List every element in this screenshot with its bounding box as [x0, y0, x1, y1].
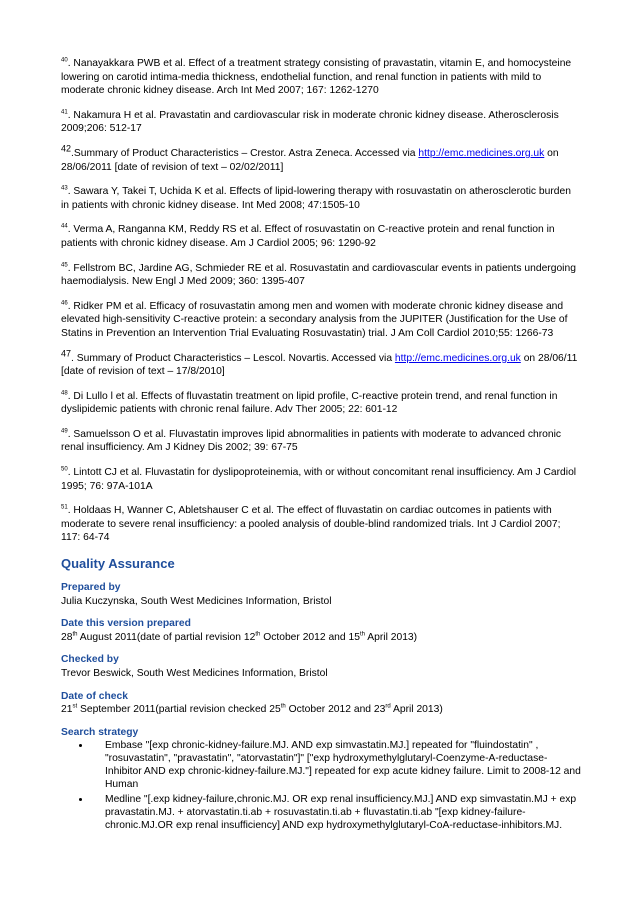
- reference-45: $^{45}$. Fellstrom BC, Jardine AG, Schmieder RE et al. Rosuvastatin and cardiovascular events in patients undergoing haemodialysis. New Engl J Med 2009; 360: 1395-407: [61, 262, 576, 288]
- search-item-embase: • Embase "[exp chronic-kidney-failure.MJ. AND exp simvastatin.MJ.] repeated for "fluindostatin" , "rosuvastatin", "pravastatin", "atorvastatin"]" ["exp hydroxymethylglutaryl-Coenzyme-A-reductase-Inhibitor AND exp chronic-kidney-failure.MJ."] repeated for exp acute kidney failure. Limit to 2008-12 and Human: [91, 739, 581, 791]
- search-strategy-label: Search strategy: [61, 726, 139, 738]
- reference-48: $^{48}$. Di Lullo l et al. Effects of fluvastatin treatment on lipid profile, C-reactive protein trend, and renal function in dyslipidemic patients with chronic renal failure. Adv Ther 2005; 22: 601-12: [61, 390, 558, 416]
- reference-41: $^{41}$. Nakamura H et al. Pravastatin and cardiovascular risk in moderate chronic kidney disease. Atherosclerosis 2009;206: 512-17: [61, 109, 559, 135]
- checked-by-label: Checked by: [61, 654, 119, 666]
- date-prepared-label: Date this version prepared: [61, 618, 191, 630]
- date-prepared-value: 28th August 2011(date of partial revision 12th October 2012 and 15th April 2013): [61, 631, 418, 643]
- reference-43: $^{43}$. Sawara Y, Takei T, Uchida K et al. Effects of lipid-lowering therapy with rosuvastatin on atherosclerotic burden in patients with chronic kidney disease. Int Med 2008; 47:1505-10: [61, 185, 571, 211]
- search-strategy-list: [61, 739, 581, 832]
- reference-list: [61, 57, 581, 545]
- checked-by-value: Trevor Beswick, South West Medicines Information, Bristol: [61, 668, 328, 679]
- reference-42: 42.Summary of Product Characteristics – Crestor. Astra Zeneca. Accessed via http://emc.medicines.org.uk on 28/06/2011 [date of revision of text – 02/02/2011]: [61, 143, 559, 173]
- reference-49: $^{49}$. Samuelsson O et al. Fluvastatin improves lipid abnormalities in patients with moderate to advanced chronic renal insufficiency. Am J Kidney Dis 2002; 39: 67-75: [61, 428, 562, 454]
- reference-47: 47. Summary of Product Characteristics – Lescol. Novartis. Accessed via http://emc.medicines.org.uk on 28/06/11 [date of revision of text – 17/8/2010]: [61, 348, 578, 378]
- emc-link[interactable]: http://emc.medicines.org.uk: [418, 147, 545, 159]
- reference-50: $^{50}$. Lintott CJ et al. Fluvastatin for dyslipoproteinemia, with or without concomitant renal insufficiency. Am J Cardiol 1995; 76: 97A-101A: [61, 466, 577, 492]
- quality-assurance-heading: Quality Assurance: [61, 556, 175, 572]
- prepared-by-label: Prepared by: [61, 582, 121, 594]
- prepared-by-value: Julia Kuczynska, South West Medicines Information, Bristol: [61, 595, 332, 607]
- reference-40: $^{40}$. Nanayakkara PWB et al. Effect of a treatment strategy consisting of pravastatin, vitamin E, and homocysteine lowering on carotid intima-media thickness, endothelial function, and renal function in patients with mild to moderate chronic kidney disease. Arch Int Med 2007; 167: 1262-1270: [61, 57, 572, 97]
- date-of-check-label: Date of check: [61, 690, 128, 702]
- reference-51: $^{51}$. Holdaas H, Wanner C, Abletshauser C et al. The effect of fluvastatin on cardiac outcomes in patients with moderate to severe renal insufficiency: a pooled analysis of double-blind randomized trials. Int J Cardiol 2007; 117: 64-74: [61, 504, 561, 544]
- date-of-check-value: 21st September 2011(partial revision checked 25th October 2012 and 23rd April 2013): [61, 703, 443, 716]
- reference-44: $^{44}$. Verma A, Ranganna KM, Reddy RS et al. Effect of rosuvastatin on C-reactive protein and renal function in patients with chronic kidney disease. Am J Cardiol 2005; 96: 1290-92: [61, 223, 555, 249]
- emc-link[interactable]: http://emc.medicines.org.uk: [394, 352, 521, 364]
- reference-46: $^{46}$. Ridker PM et al. Efficacy of rosuvastatin among men and women with moderate chronic kidney disease and elevated high-sensitivity C-reactive protein: a secondary analysis from the JUPITER (Justification for the Use of Statins in Prevention an Intervention Trial Evaluating Rosuvastatin) trial. J Am Coll Cardiol 2010;55: 1266-73: [61, 300, 568, 339]
- search-item-medline: • Medline "[.exp kidney-failure,chronic.MJ. OR exp renal insufficiency.MJ.] AND exp simvastatin.MJ + exp pravastatin.MJ. + atorvastatin.ti.ab + rosuvastatin.ti.ab + fluvastatin.ti.ab "[exp kidney-failure-chronic.MJ.OR exp renal insufficiency] AND exp hydroxymethylglutaryl-CoA-reductase-inhibitors.MJ.: [91, 793, 581, 832]
- document-page: [61, 57, 581, 834]
